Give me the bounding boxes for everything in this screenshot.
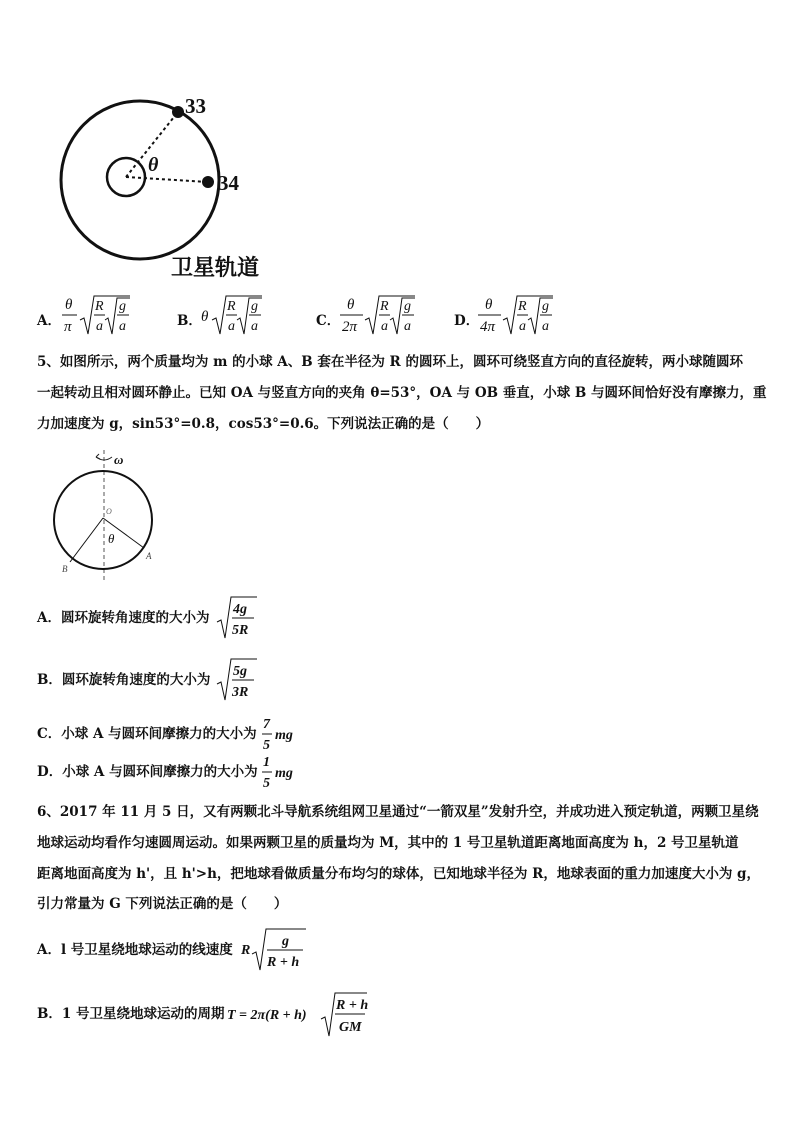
svg-text:GM: GM [339, 1020, 362, 1035]
radius-ob [70, 518, 103, 562]
svg-text:a: a [119, 319, 126, 334]
q5-stem-line-2: 一起转动且相对圆环静止。已知 OA 与竖直方向的夹角 θ=53°，OA 与 OB 垂直，小球 B 与圆环间恰好没有摩擦力，重 [37, 385, 767, 401]
q4-option-c-formula [337, 290, 422, 340]
ring-circle [54, 471, 152, 569]
figure1-caption: 卫星轨道 [171, 256, 260, 281]
angle-theta: θ [148, 154, 159, 176]
svg-text:1: 1 [263, 755, 270, 770]
q5-option-c-text: C．小球 A 与圆环间摩擦力的大小为 [37, 726, 257, 742]
q6-option-a-formula [240, 926, 320, 974]
svg-text:mg: mg [275, 766, 293, 781]
svg-text:mg: mg [275, 728, 293, 743]
q4-option-d-letter: D． [454, 313, 480, 329]
svg-text:θ: θ [201, 309, 209, 325]
svg-text:R: R [380, 299, 389, 314]
satellite-orbit-figure [40, 95, 290, 285]
point-a-label: A [146, 551, 152, 561]
q5-stem-line-3: 力加速度为 g，sin53°=0.8，cos53°=0.6。下列说法正确的是（ ） [37, 416, 490, 432]
svg-text:4g: 4g [233, 602, 247, 617]
svg-text:g: g [542, 299, 549, 314]
svg-text:5: 5 [263, 776, 270, 791]
svg-text:3R: 3R [232, 685, 249, 700]
svg-text:7: 7 [263, 717, 270, 732]
q5-option-a-formula [215, 594, 260, 642]
svg-text:a: a [228, 319, 235, 334]
svg-text:T = 2π(R + h): T = 2π(R + h) [227, 1008, 307, 1023]
q6-option-a-text: A．l 号卫星绕地球运动的线速度 [37, 942, 233, 958]
q6-stem-line-1: 6、2017 年 11 月 5 日，又有两颗北斗导航系统组网卫星通过“一箭双星”发射升空，并成功进入预定轨道，两颗卫星绕 [37, 804, 759, 820]
q5-option-d-formula [261, 750, 311, 796]
point-b-label: B [62, 564, 68, 574]
svg-text:g: g [251, 299, 258, 314]
svg-text:5: 5 [263, 738, 270, 753]
omega-label: ω [114, 452, 124, 467]
q4-option-b-letter: B． [177, 313, 202, 329]
q4-option-b-formula [198, 290, 273, 340]
q4-option-a-formula [58, 290, 138, 340]
q6-stem-line-4: 引力常量为 G 下列说法正确的是（ ） [37, 896, 288, 912]
q4-option-a-letter: A． [37, 313, 61, 329]
svg-text:a: a [381, 319, 388, 334]
svg-text:a: a [96, 319, 103, 334]
q5-option-b-text: B．圆环旋转角速度的大小为 [37, 672, 211, 688]
svg-text:5g: 5g [233, 664, 247, 679]
svg-text:g: g [282, 934, 289, 949]
svg-text:a: a [404, 319, 411, 334]
q4-option-d-formula [475, 290, 560, 340]
radius-to-34 [126, 177, 208, 182]
svg-text:a: a [251, 319, 258, 334]
theta-label: θ [108, 531, 115, 546]
q5-ring-figure [48, 448, 168, 583]
svg-text:R + h: R + h [267, 955, 300, 970]
svg-text:a: a [542, 319, 549, 334]
q6-option-b-text: B．1 号卫星绕地球运动的周期 [37, 1006, 225, 1022]
svg-text:θ: θ [65, 297, 73, 313]
svg-text:5R: 5R [232, 623, 249, 638]
q4-option-c-letter: C． [316, 313, 341, 329]
satellite-33 [172, 106, 184, 118]
q6-option-b-formula [225, 990, 375, 1040]
svg-text:R + h: R + h [336, 998, 369, 1013]
q5-option-b-formula [215, 656, 260, 704]
q6-stem-line-2: 地球运动均看作匀速圆周运动。如果两颗卫星的质量均为 M，其中的 1 号卫星轨道距离地面高度为 h，2 号卫星轨道 [37, 835, 739, 851]
label-34: 34 [218, 171, 239, 195]
q6-stem-line-3: 距离地面高度为 h'，且 h'>h，把地球看做质量分布均匀的球体，已知地球半径为 R，地球表面的重力加速度大小为 g， [37, 866, 760, 882]
svg-text:a: a [519, 319, 526, 334]
svg-text:θ: θ [485, 297, 493, 313]
svg-text:2π: 2π [342, 319, 358, 335]
svg-text:π: π [64, 319, 72, 335]
svg-text:R: R [241, 943, 251, 958]
svg-text:g: g [404, 299, 411, 314]
svg-text:4π: 4π [480, 319, 496, 335]
center-o-label: O [106, 507, 112, 516]
q5-option-a-text: A．圆环旋转角速度的大小为 [37, 610, 210, 626]
q5-option-d-text: D．小球 A 与圆环间摩擦力的大小为 [37, 764, 258, 780]
satellite-34 [202, 176, 214, 188]
label-33: 33 [185, 95, 206, 118]
q5-stem-line-1: 5、如图所示，两个质量均为 m 的小球 A、B 套在半径为 R 的圆环上，圆环可绕竖直方向的直径旋转，两小球随圆环 [37, 354, 743, 370]
svg-text:R: R [95, 299, 104, 314]
outer-orbit-circle [61, 101, 219, 259]
svg-text:R: R [518, 299, 527, 314]
svg-text:R: R [227, 299, 236, 314]
svg-text:g: g [119, 299, 126, 314]
svg-text:θ: θ [347, 297, 355, 313]
